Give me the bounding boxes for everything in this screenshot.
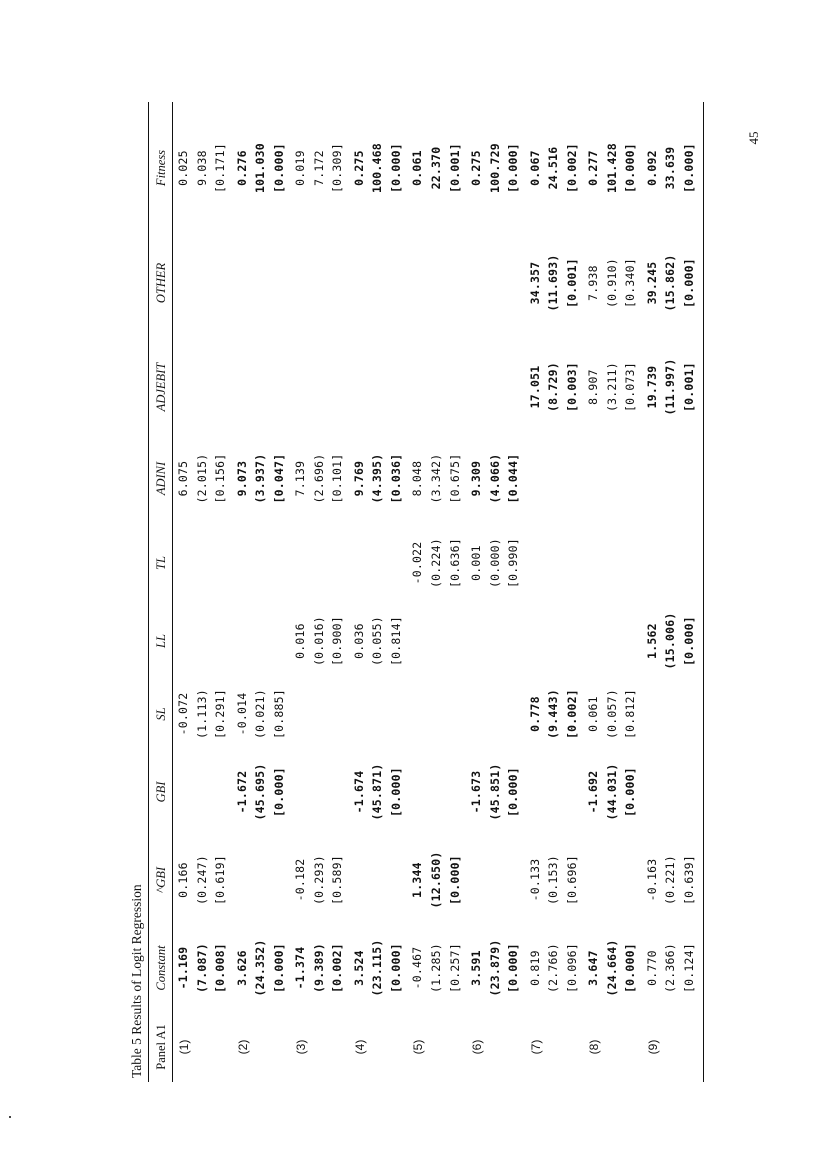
table-cell: (2.366): [663, 943, 678, 993]
table-cell: (24.352): [253, 939, 268, 997]
table-cell: 3.626: [234, 950, 249, 986]
table-cell: (1.113): [194, 689, 209, 739]
row-label: (3): [294, 1039, 309, 1055]
table-cell: 7.172: [311, 150, 326, 186]
table-cell: [0.636]: [447, 538, 462, 588]
table-cell: (11.693): [546, 254, 561, 312]
column-header-6: TL: [154, 556, 168, 570]
table-cell: [0.171]: [213, 143, 228, 193]
row-label: (8): [587, 1039, 602, 1055]
table-cell: (12.650): [429, 851, 443, 909]
table-cell: (1.285): [429, 943, 443, 993]
table-caption: Table 5 Results of Logit Regression: [129, 884, 144, 1078]
table-cell: 8.907: [586, 369, 601, 405]
row-label: (6): [470, 1039, 484, 1055]
table-cell: 7.938: [586, 265, 601, 301]
table-cell: 9.073: [234, 460, 249, 497]
table-cell: [0.000]: [447, 855, 462, 905]
table-cell: [0.156]: [213, 453, 228, 504]
table-cell: 0.061: [410, 150, 425, 186]
table-cell: (3.211): [604, 362, 619, 412]
table-cell: (7.087): [194, 943, 209, 993]
table-cell: (24.664): [604, 939, 619, 997]
table-cell: [0.619]: [213, 855, 228, 905]
table-cell: 3.591: [469, 950, 483, 986]
table-cell: (0.057): [604, 689, 619, 739]
table-cell: [0.340]: [623, 258, 638, 308]
table-cell: 0.166: [176, 862, 190, 898]
column-header-3: GBI: [154, 781, 168, 803]
table-cell: (44.031): [604, 763, 619, 821]
table-cell: -1.692: [586, 770, 601, 814]
table-cell: (23.879): [487, 939, 502, 997]
table-cell: 22.370: [429, 146, 443, 190]
table-cell: -1.673: [469, 770, 483, 814]
table-cell: 9.309: [469, 460, 483, 497]
table-cell: -0.163: [644, 858, 659, 902]
column-header-5: LL: [154, 634, 168, 648]
table-bottom-rule: [703, 102, 704, 1082]
table-cell: -0.133: [527, 858, 542, 902]
table-cell: (0.021): [253, 689, 268, 739]
table-cell: -1.672: [234, 770, 249, 814]
table-cell: [0.003]: [564, 362, 579, 412]
table-cell: 33.639: [663, 146, 678, 190]
table-cell: [0.073]: [623, 362, 638, 412]
margin-speck: [9, 1116, 11, 1118]
table-cell: (0.293): [311, 855, 326, 905]
table-cell: 0.016: [293, 623, 308, 659]
table-cell: (0.000): [487, 538, 502, 588]
table-cell: [0.000]: [389, 143, 403, 193]
table-cell: 0.276: [234, 150, 249, 186]
table-cell: -1.374: [293, 946, 308, 990]
table-cell: -0.467: [410, 946, 425, 990]
table-cell: (3.937): [253, 453, 268, 504]
table-cell: 17.051: [527, 365, 542, 409]
table-cell: [0.000]: [506, 943, 521, 993]
table-cell: 0.092: [644, 150, 659, 186]
table-cell: (15.862): [663, 254, 678, 312]
table-cell: [0.639]: [682, 855, 696, 905]
table-cell: 0.819: [527, 950, 542, 986]
table-cell: (45.851): [487, 763, 502, 821]
table-cell: [0.000]: [682, 258, 696, 308]
table-cell: 34.357: [527, 261, 542, 305]
row-label: (9): [645, 1039, 660, 1055]
table-cell: 24.516: [546, 146, 561, 190]
table-cell: [0.309]: [330, 143, 345, 193]
table-cell: [0.002]: [330, 943, 345, 993]
table-cell: [0.000]: [682, 143, 696, 193]
table-cell: [0.000]: [623, 767, 638, 817]
table-cell: (15.006): [663, 612, 678, 670]
column-header-7: ADINI: [154, 461, 168, 496]
table-cell: [0.036]: [389, 453, 403, 504]
table-cell: 9.769: [351, 460, 366, 497]
table-cell: 0.025: [176, 150, 190, 186]
table-cell: [0.900]: [330, 616, 345, 666]
table-cell: 100.468: [370, 143, 385, 193]
table-cell: 0.770: [644, 950, 659, 986]
table-cell: (0.055): [370, 616, 385, 666]
table-cell: (3.342): [429, 453, 443, 504]
table-cell: 0.275: [351, 150, 366, 186]
table-cell: [0.044]: [506, 453, 521, 504]
table-cell: [0.000]: [682, 616, 696, 666]
table-cell: (8.729): [546, 362, 561, 412]
table-cell: -0.182: [293, 858, 308, 902]
table-cell: [0.814]: [389, 616, 403, 666]
table-cell: [0.000]: [271, 143, 286, 193]
table-cell: (0.221): [663, 855, 678, 905]
table-cell: 100.729: [487, 143, 502, 193]
table-cell: [0.000]: [506, 143, 521, 193]
table-cell: 39.245: [644, 261, 659, 305]
table-cell: (2.766): [546, 943, 561, 993]
table-cell: [0.885]: [271, 689, 286, 739]
row-label: (4): [352, 1039, 367, 1055]
table-cell: 8.048: [410, 460, 425, 497]
table-cell: 0.275: [469, 150, 483, 186]
table-cell: 0.061: [586, 696, 601, 732]
table-cell: (0.153): [546, 855, 561, 905]
table-cell: (0.910): [604, 258, 619, 308]
table-cell: (45.871): [370, 763, 385, 821]
row-label: (1): [177, 1039, 191, 1055]
table-cell: 7.139: [293, 460, 308, 497]
table-cell: (11.997): [663, 358, 678, 416]
column-header-9: OTHER: [154, 262, 168, 304]
table-cell: [0.589]: [330, 855, 345, 905]
table-cell: 101.030: [253, 143, 268, 193]
table-cell: [0.002]: [564, 689, 579, 739]
table-cell: 0.019: [293, 150, 308, 186]
column-header-10: Fitness: [154, 149, 168, 187]
page-number: 45: [746, 131, 761, 145]
table-cell: 0.036: [351, 623, 366, 659]
table-cell: -1.674: [351, 770, 366, 814]
table-cell: [0.291]: [213, 689, 228, 739]
row-label: (5): [411, 1039, 426, 1055]
table-cell: 1.344: [410, 862, 425, 898]
table-cell: (9.443): [546, 689, 561, 739]
table-cell: [0.101]: [330, 453, 345, 504]
table-cell: -0.014: [234, 692, 249, 736]
table-cell: [0.675]: [447, 453, 462, 504]
table-cell: 1.562: [644, 623, 659, 659]
table-cell: [0.000]: [271, 767, 286, 817]
table-cell: 0.067: [527, 150, 542, 186]
table-cell: 0.001: [469, 545, 483, 581]
table-cell: [0.000]: [506, 767, 521, 817]
table-cell: -0.072: [176, 692, 190, 736]
table-cell: (0.247): [194, 855, 209, 905]
table-cell: (2.015): [194, 453, 209, 504]
table-cell: [0.124]: [682, 943, 696, 993]
table-cell: 3.647: [586, 950, 601, 986]
table-cell: [0.047]: [271, 453, 286, 504]
table-cell: (9.389): [311, 943, 326, 993]
logit-regression-table: [126, 102, 706, 1082]
table-cell: [0.000]: [623, 943, 638, 993]
table-cell: [0.002]: [564, 143, 579, 193]
column-header-8: ADJEBIT: [154, 362, 168, 412]
table-cell: [0.001]: [447, 143, 462, 193]
row-label: (2): [235, 1039, 250, 1055]
table-cell: (2.696): [311, 453, 326, 504]
table-cell: [0.812]: [623, 689, 638, 739]
table-cell: [0.096]: [564, 943, 579, 993]
table-cell: (0.016): [311, 616, 326, 666]
table-cell: 3.524: [351, 950, 366, 986]
table-cell: (23.115): [370, 939, 385, 997]
column-header-4: SL: [154, 707, 168, 721]
row-label: (7): [528, 1039, 543, 1055]
table-cell: 0.277: [586, 150, 601, 186]
table-cell: 0.778: [527, 696, 542, 732]
table-cell: [0.001]: [564, 258, 579, 308]
table-cell: 19.739: [644, 365, 659, 409]
table-cell: 6.075: [176, 460, 190, 497]
table-top-rule: [148, 102, 149, 1082]
table-cell: (45.695): [253, 763, 268, 821]
column-header-0: Panel A1: [154, 1024, 168, 1070]
table-cell: 9.038: [194, 150, 209, 186]
table-cell: [0.257]: [447, 943, 462, 993]
column-header-2: ^GBI: [154, 866, 168, 894]
table-cell: (4.395): [370, 453, 385, 504]
table-cell: -0.022: [410, 541, 425, 585]
table-cell: (0.224): [429, 538, 443, 588]
table-cell: -1.169: [176, 946, 190, 990]
column-header-1: Constant: [154, 945, 168, 991]
table-cell: (4.066): [487, 453, 502, 504]
table-cell: [0.001]: [682, 362, 696, 412]
table-cell: [0.008]: [213, 943, 228, 993]
table-cell: [0.696]: [564, 855, 579, 905]
table-cell: [0.000]: [271, 943, 286, 993]
table-cell: [0.000]: [389, 767, 403, 817]
table-cell: 101.428: [604, 143, 619, 193]
table-cell: [0.000]: [623, 143, 638, 193]
table-header-rule: [172, 102, 173, 1082]
table-cell: [0.990]: [506, 538, 521, 588]
table-cell: [0.000]: [389, 943, 403, 993]
